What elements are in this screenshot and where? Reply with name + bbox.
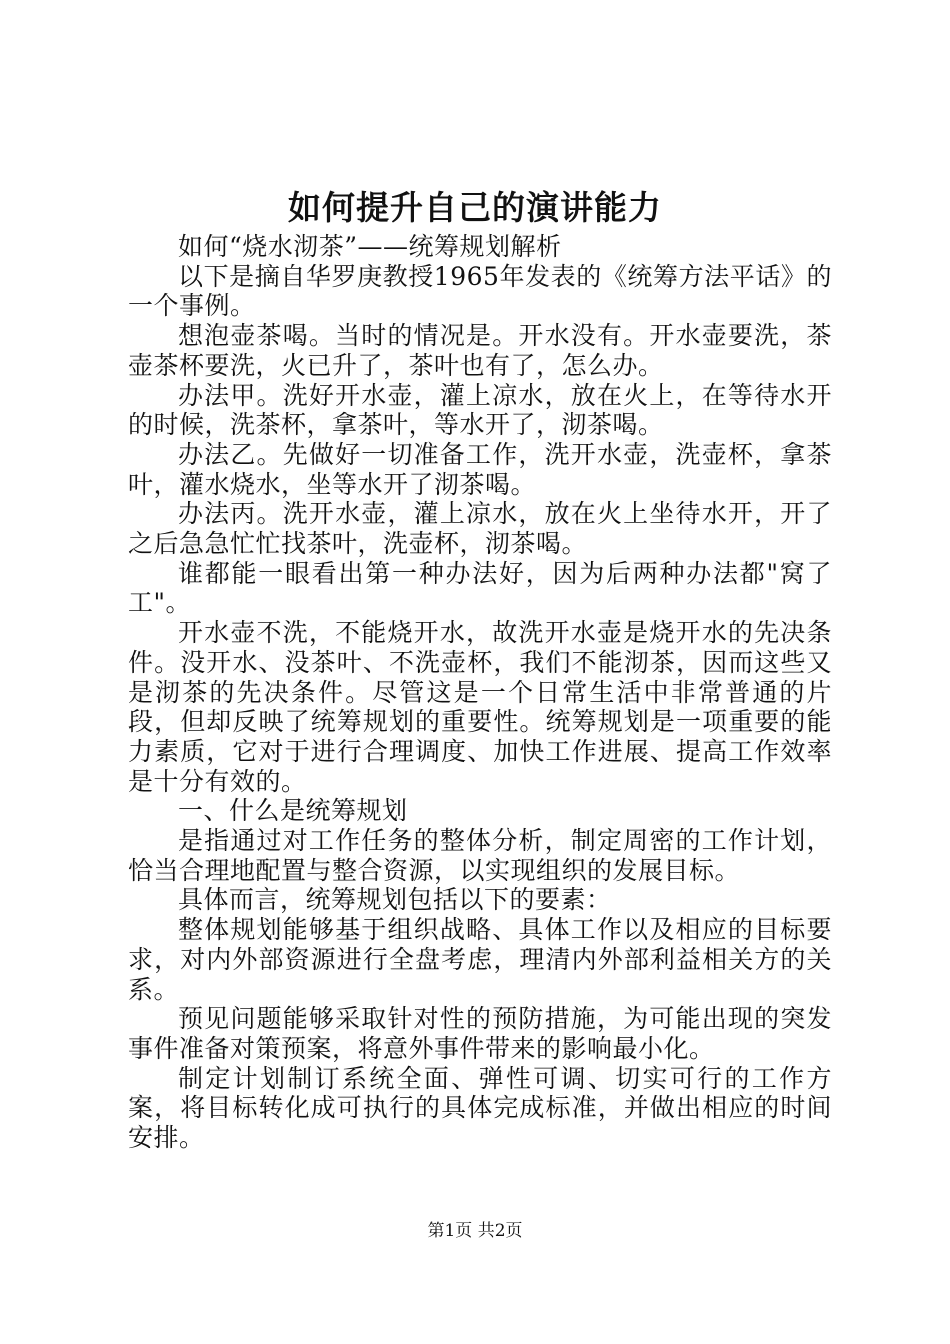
paragraph: 想泡壶茶喝。当时的情况是。开水没有。开水壶要洗，茶壶茶杯要洗，火已升了，茶叶也有了，怎么办。 xyxy=(128,321,832,380)
paragraph: 以下是摘自华罗庚教授1965年发表的《统筹方法平话》的一个事例。 xyxy=(128,261,832,321)
document-body xyxy=(128,232,832,1153)
paragraph: 办法丙。洗开水壶，灌上凉水，放在火上坐待水开，开了之后急急忙忙找茶叶，洗壶杯，沏茶喝。 xyxy=(128,499,832,559)
paragraph: 办法甲。洗好开水壶，灌上凉水，放在火上，在等待水开的时候，洗茶杯，拿茶叶，等水开了，沏茶喝。 xyxy=(128,380,832,440)
paragraph: 是指通过对工作任务的整体分析，制定周密的工作计划，恰当合理地配置与整合资源，以实现组织的发展目标。 xyxy=(128,826,832,885)
paragraph: 办法乙。先做好一切准备工作，洗开水壶，洗壶杯，拿茶叶，灌水烧水，坐等水开了沏茶喝。 xyxy=(128,439,832,499)
paragraph: 谁都能一眼看出第一种办法好，因为后两种办法都"窝了工"。 xyxy=(128,558,832,618)
paragraph: 整体规划能够基于组织战略、具体工作以及相应的目标要求，对内外部资源进行全盘考虑，理清内外部利益相关方的关系。 xyxy=(128,915,832,1004)
paragraph-subtitle: 如何“烧水沏茶”——统筹规划解析 xyxy=(178,232,562,261)
section-heading: 一、什么是统筹规划 xyxy=(178,796,408,826)
document-title: 如何提升自己的演讲能力 xyxy=(288,188,662,227)
paragraph: 具体而言，统筹规划包括以下的要素： xyxy=(178,885,612,915)
paragraph: 开水壶不洗，不能烧开水，故洗开水壶是烧开水的先决条件。没开水、没茶叶、不洗壶杯，我们不能沏茶，因而这些又是沏茶的先决条件。尽管这是一个日常生活中非常普通的片段，但却反映了统筹规划的重要性。统筹规划是一项重要的能力素质，它对于进行合理调度、加快工作进展、提高工作效率是十分有效的。 xyxy=(128,618,832,796)
paragraph: 预见问题能够采取针对性的预防措施，为可能出现的突发事件准备对策预案，将意外事件带来的影响最小化。 xyxy=(128,1004,832,1063)
paragraph: 制定计划制订系统全面、弹性可调、切实可行的工作方案，将目标转化成可执行的具体完成标准，并做出相应的时间安排。 xyxy=(128,1063,832,1153)
page-footer: 第1页 共2页 xyxy=(427,1221,523,1241)
